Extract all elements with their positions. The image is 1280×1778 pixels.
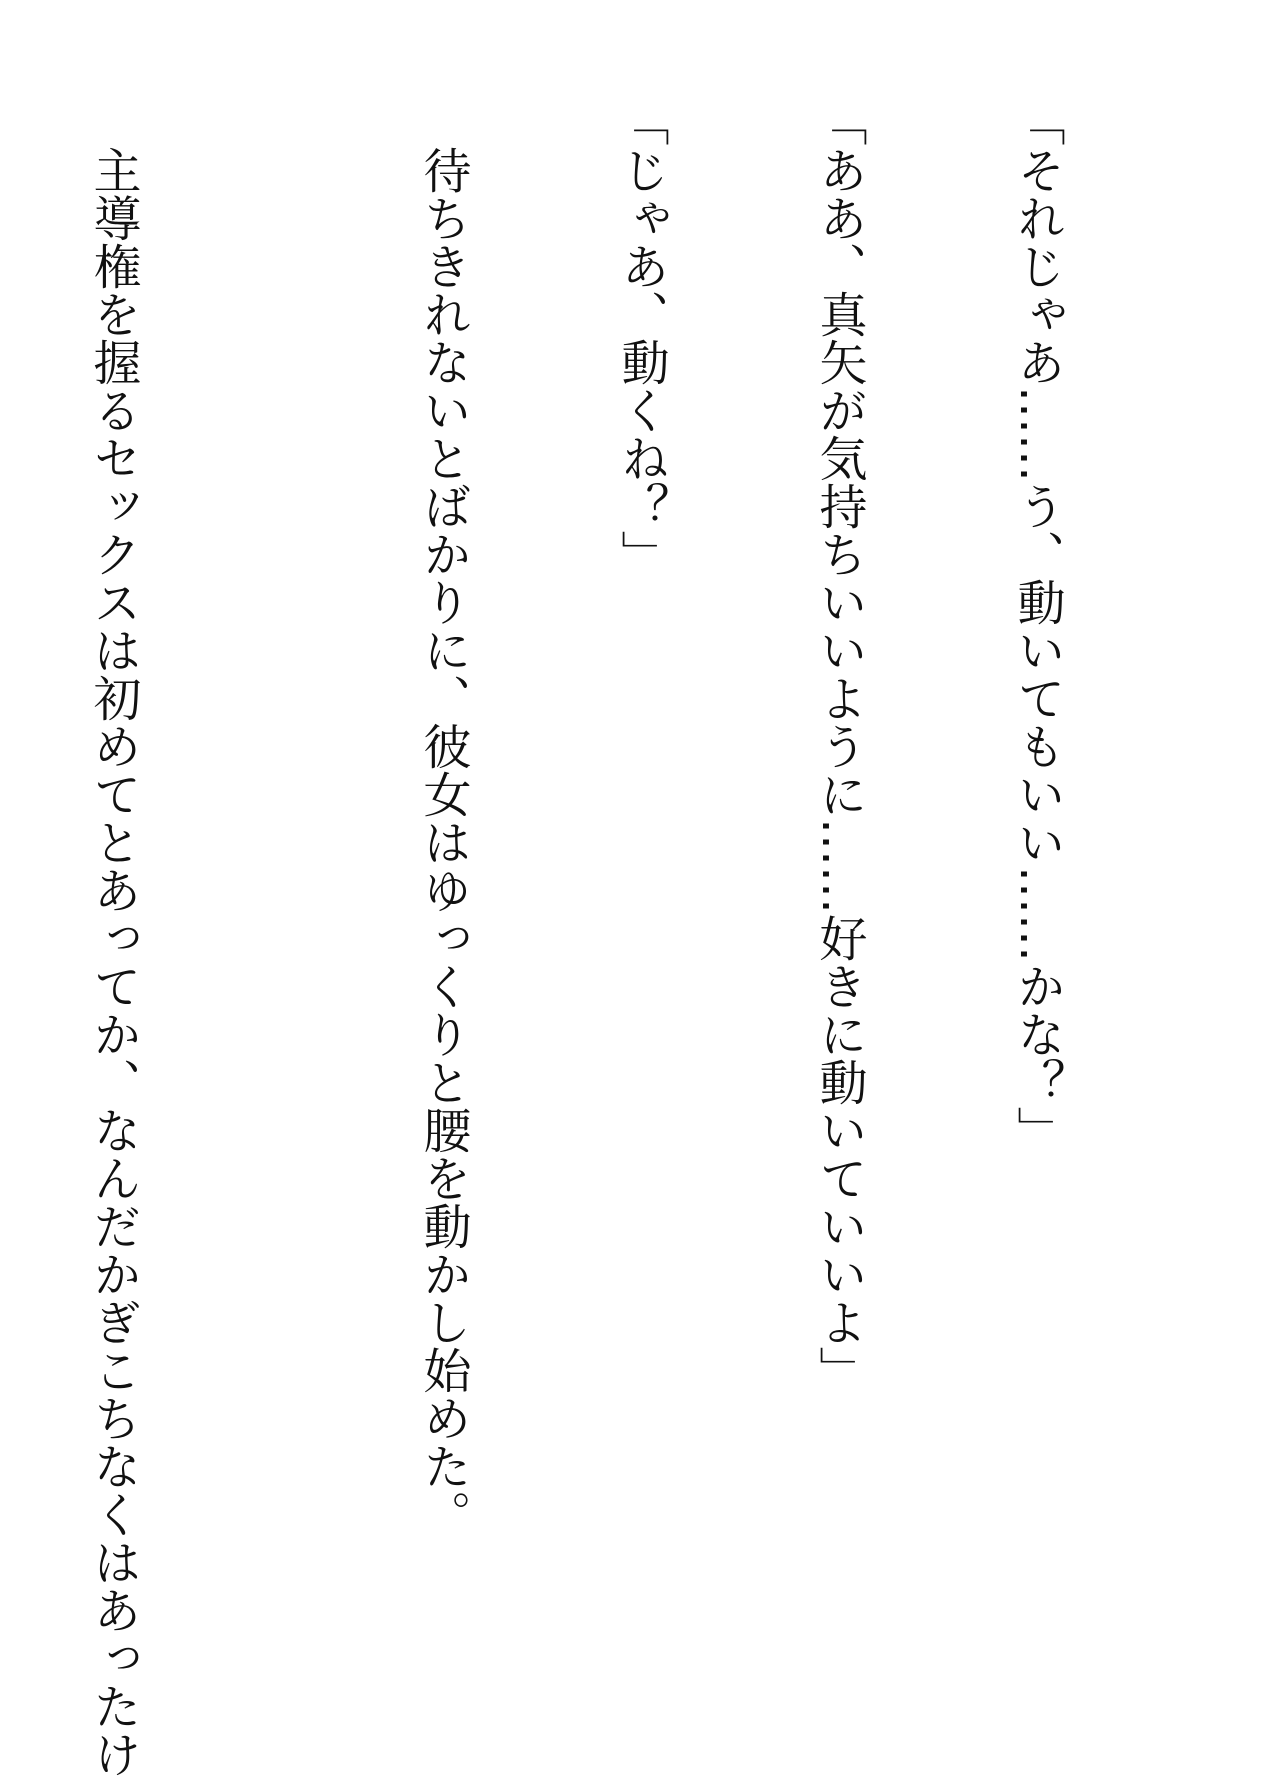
- text-line-1: 「それじゃあ……う、動いてもいい……かな？」: [1009, 98, 1065, 1154]
- text-line-6: 主導権を握るセックスは初めてとあってか、なんだかぎこちなくはあったけ: [85, 98, 141, 1778]
- vertical-text-body: [0, 98, 1202, 1778]
- text-line-3: 「じゃあ、動くね？」: [613, 98, 669, 578]
- text-line-2: 「ああ、真矢が気持ちいいように……好きに動いていいよ」: [811, 98, 867, 1394]
- text-line-4: 待ちきれないとばかりに、彼女はゆっくりと腰を動かし始めた。: [415, 98, 471, 1538]
